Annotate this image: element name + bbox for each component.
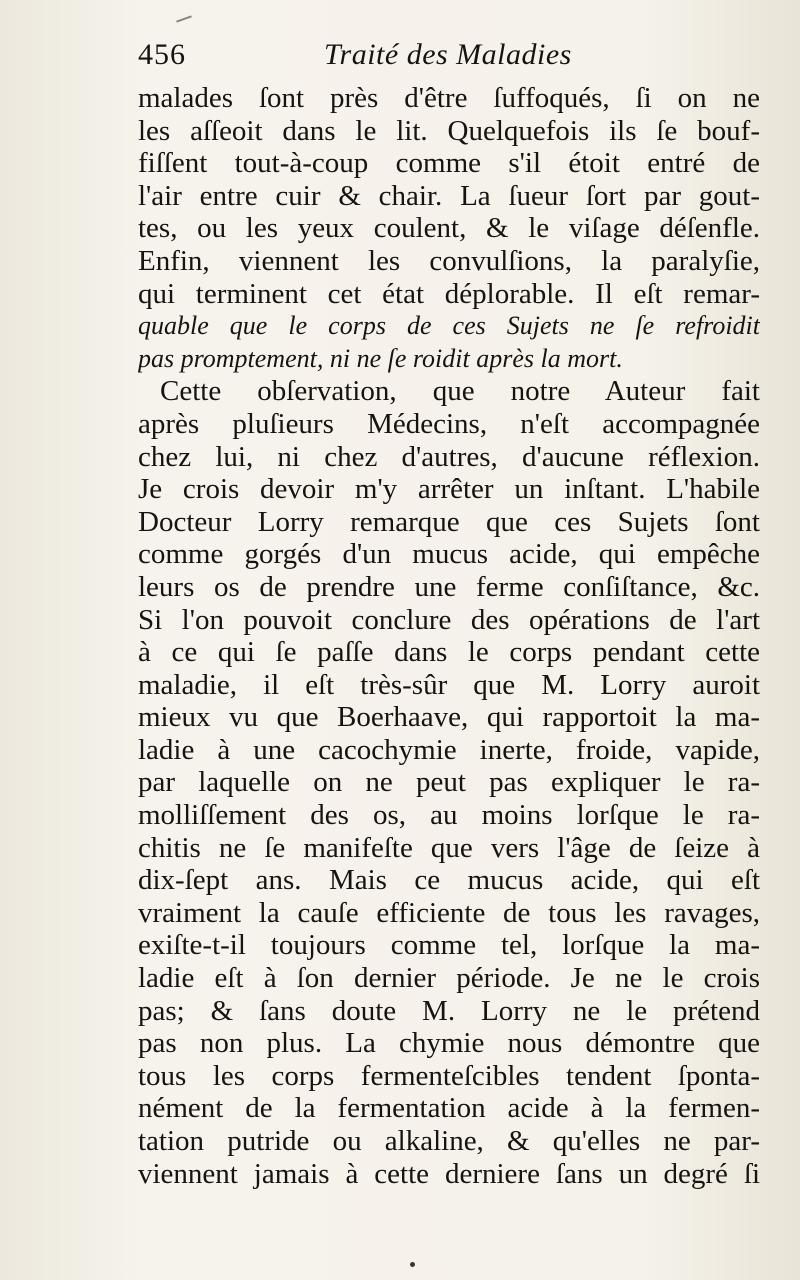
text-line: mieux vu que Boerhaave, qui rapportoit la ma- <box>138 701 760 734</box>
text-line: nément de la fermentation acide à la fermen- <box>138 1092 760 1125</box>
ink-mark <box>176 15 192 22</box>
running-head: Traité des Maladies <box>324 38 572 71</box>
text-line: qui terminent cet état déplorable. Il eſt remar- <box>138 277 760 310</box>
text-line-italic: pas promptement, ni ne ſe roidit après la mort. <box>138 343 623 373</box>
text-line: maladie, il eſt très-sûr que M. Lorry auroit <box>138 668 760 701</box>
text-line: par laquelle on ne peut pas expliquer le ra- <box>138 766 760 799</box>
text-line: fiſſent tout-à-coup comme s'il étoit entré de <box>138 147 760 180</box>
text-line: tation putride ou alkaline, & qu'elles ne par- <box>138 1125 760 1157</box>
text-line: pas non plus. La chymie nous démontre que <box>138 1027 760 1060</box>
body-text <box>138 82 760 1190</box>
ink-dot <box>410 1262 415 1267</box>
text-line: chitis ne ſe manifeſte que vers l'âge de ſeize à <box>138 831 760 864</box>
text-line: leurs os de prendre une ferme conſiſtance, &c. <box>138 570 760 603</box>
text-line: après pluſieurs Médecins, n'eſt accompagnée <box>138 407 760 440</box>
text-line: tes, ou les yeux coulent, & le viſage déſenfle. <box>138 212 760 245</box>
text-line: pas; & ſans doute M. Lorry ne le prétend <box>138 994 760 1027</box>
text-line: comme gorgés d'un mucus acide, qui empêche <box>138 538 760 571</box>
text-line: Docteur Lorry remarque que ces Sujets ſont <box>138 505 760 538</box>
text-line: Je crois devoir m'y arrêter un inſtant. L'habile <box>138 473 760 506</box>
text-line: exiſte-t-il toujours comme tel, lorſque la ma- <box>138 929 760 962</box>
text-line: ladie à une cacochymie inerte, froide, vapide, <box>138 733 760 766</box>
text-line: viennent jamais à cette derniere ſans un degré ſi <box>138 1157 760 1190</box>
text-line: l'air entre cuir & chair. La ſueur ſort par gout- <box>138 179 760 212</box>
text-line: vraiment la cauſe efficiente de tous les ravages, <box>138 896 760 929</box>
text-line: à ce qui ſe paſſe dans le corps pendant cette <box>138 636 760 669</box>
page-number: 456 <box>138 38 186 71</box>
text-line: Si l'on pouvoit conclure des opérations de l'art <box>138 603 760 636</box>
text-line: Enfin, viennent les convulſions, la paralyſie, <box>138 244 760 277</box>
text-line: ladie eſt à ſon dernier période. Je ne le crois <box>138 962 760 995</box>
text-line: les aſſeoit dans le lit. Quelquefois ils ſe bouf- <box>138 114 760 147</box>
text-line: malades ſont près d'être ſuffoqués, ſi on ne <box>138 82 760 114</box>
text-line: dix-ſept ans. Mais ce mucus acide, qui eſt <box>138 864 760 897</box>
page-header <box>138 38 758 82</box>
text-line: chez lui, ni chez d'autres, d'aucune réflexion. <box>138 440 760 473</box>
text-line-italic: quable que le corps de ces Sujets ne ſe refroidit <box>138 311 760 341</box>
paragraph-start-line: Cette obſervation, que notre Auteur fait <box>160 375 760 408</box>
text-line: tous les corps fermenteſcibles tendent ſponta- <box>138 1059 760 1092</box>
text-line: molliſſement des os, au moins lorſque le ra- <box>138 799 760 832</box>
